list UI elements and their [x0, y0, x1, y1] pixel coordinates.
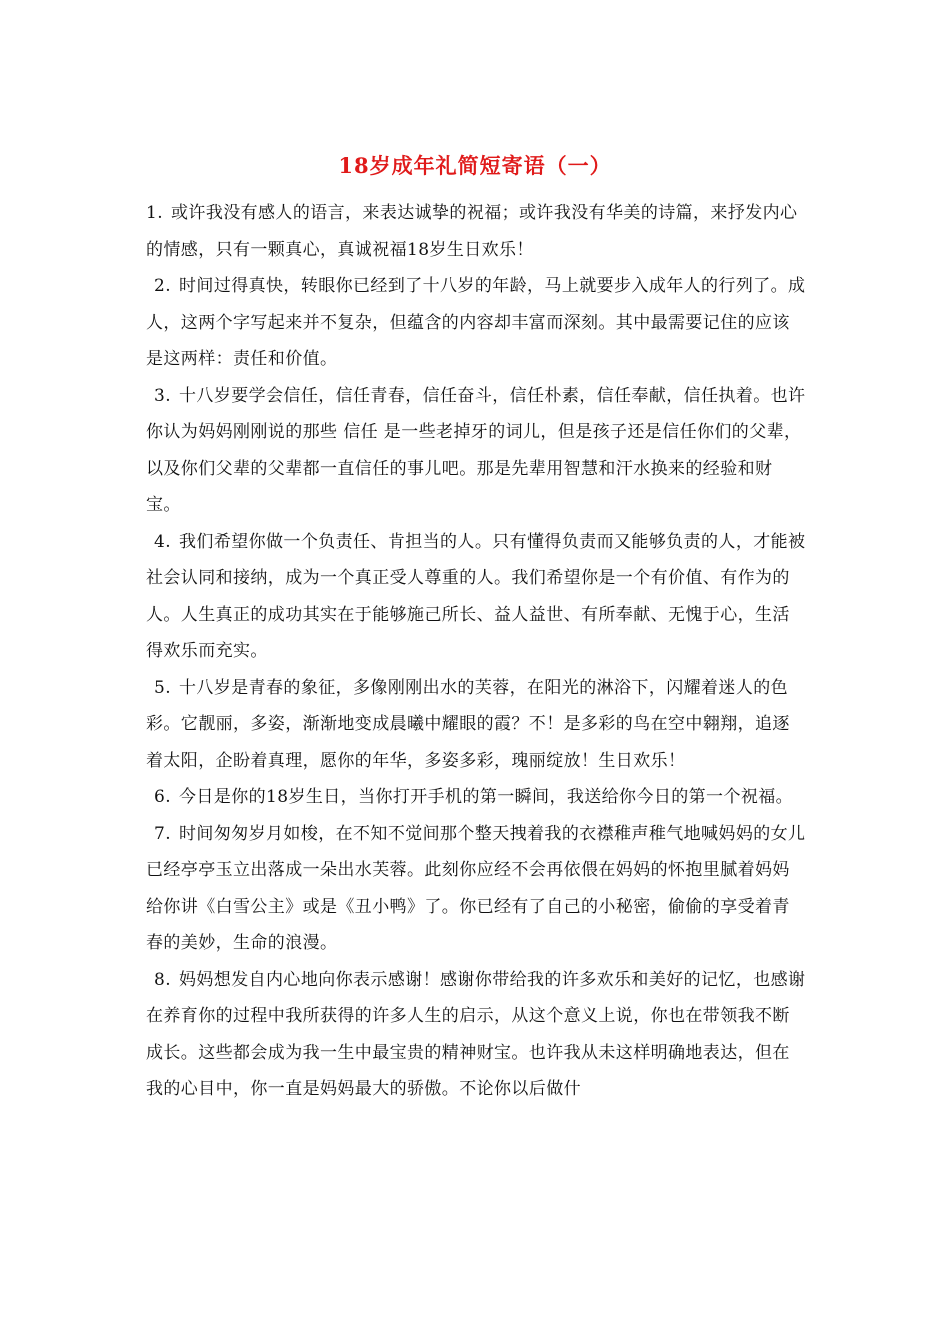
- paragraph-number: 2.: [154, 276, 172, 296]
- paragraph: [146, 670, 806, 780]
- paragraph: [146, 524, 806, 670]
- paragraph-text: 妈妈想发自内心地向你表示感谢！感谢你带给我的许多欢乐和美好的记忆，也感谢在养育你的过程中我所获得的许多人生的启示，从这个意义上说，你也在带领我不断成长。这些都会成为我一生中最宝贵的精神财宝。也许我从未这样明确地表达，但在我的心目中，你一直是妈妈最大的骄傲。不论你以后做什: [146, 969, 806, 1099]
- paragraph-number: 4.: [154, 531, 172, 552]
- paragraph-text: 今日是你的18岁生日，当你打开手机的第一瞬间，我送给你今日的第一个祝福。: [179, 787, 794, 807]
- paragraph: [146, 268, 806, 378]
- paragraph-number: 1.: [146, 203, 164, 223]
- paragraph: [146, 816, 806, 962]
- paragraph-text: 或许我没有感人的语言，来表达诚挚的祝福；或许我没有华美的诗篇，来抒发内心的情感，只有一颗真心，真诚祝福18岁生日欢乐！: [146, 203, 798, 260]
- document-body: [146, 195, 806, 1108]
- document-title: 18岁成年礼简短寄语（一）: [338, 153, 612, 178]
- paragraph-number: 3.: [154, 385, 172, 406]
- paragraph: [146, 962, 806, 1108]
- paragraph-text: 时间过得真快，转眼你已经到了十八岁的年龄，马上就要步入成年人的行列了。成人，这两个字写起来并不复杂，但蕴含的内容却丰富而深刻。其中最需要记住的应该是这两样：责任和价值。: [146, 276, 806, 369]
- paragraph: [146, 195, 806, 268]
- paragraph-text: 我们希望你做一个负责任、肯担当的人。只有懂得负责而又能够负责的人，才能被社会认同和接纳，成为一个真正受人尊重的人。我们希望你是一个有价值、有作为的人。人生真正的成功其实在于能够施己所长、益人益世、有所奉献、无愧于心，生活得欢乐而充实。: [146, 531, 806, 661]
- paragraph-text: 十八岁要学会信任，信任青春，信任奋斗，信任朴素，信任奉献，信任执着。也许你认为妈妈刚刚说的那些 信任 是一些老掉牙的词儿，但是孩子还是信任你们的父辈，以及你们父辈的父辈都一直信任的事儿吧。那是先辈用智慧和汗水换来的经验和财宝。: [146, 385, 806, 515]
- paragraph: [146, 779, 806, 816]
- paragraph-number: 5.: [154, 677, 172, 698]
- paragraph: [146, 378, 806, 524]
- paragraph-number: 6.: [154, 787, 172, 807]
- paragraph-number: 8.: [154, 969, 172, 990]
- paragraph-number: 7.: [154, 823, 172, 844]
- paragraph-text: 时间匆匆岁月如梭，在不知不觉间那个整天拽着我的衣襟稚声稚气地喊妈妈的女儿已经亭亭玉立出落成一朵出水芙蓉。此刻你应经不会再依偎在妈妈的怀抱里腻着妈妈给你讲《白雪公主》或是《丑小鸭》了。你已经有了自己的小秘密，偷偷的享受着青春的美妙，生命的浪漫。: [146, 823, 806, 953]
- paragraph-text: 十八岁是青春的象征，多像刚刚出水的芙蓉，在阳光的淋浴下，闪耀着迷人的色彩。它靓丽，多姿，渐渐地变成晨曦中耀眼的霞？不！是多彩的鸟在空中翱翔，追逐着太阳，企盼着真理，愿你的年华，多姿多彩，瑰丽绽放！生日欢乐！: [146, 677, 790, 771]
